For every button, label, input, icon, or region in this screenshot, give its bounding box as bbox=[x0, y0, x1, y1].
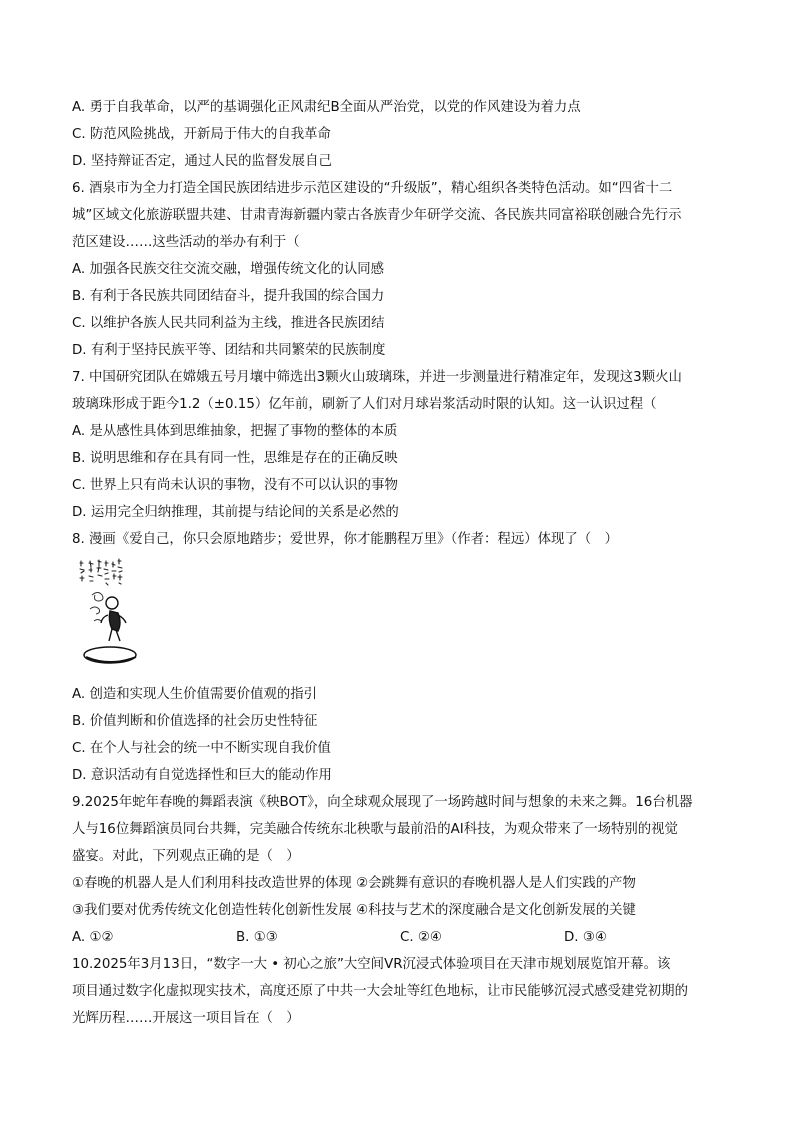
q9-stem-line-2: 人与16位舞蹈演员同台共舞，完美融合传统东北秧歌与最前沿的AI科技，为观众带来了一场特别的视觉 bbox=[72, 822, 678, 837]
q9-choice-b: B. ①③ bbox=[236, 930, 278, 945]
q7-option-a: A. 是从感性具体到思维抽象，把握了事物的整体的本质 bbox=[72, 424, 398, 439]
q6-option-c: C. 以维护各族人民共同利益为主线，推进各民族团结 bbox=[72, 316, 385, 331]
q5-option-c: C. 防范风险挑战，开新局于伟大的自我革命 bbox=[72, 127, 331, 142]
q6-option-d: D. 有利于坚持民族平等、团结和共同繁荣的民族制度 bbox=[72, 343, 386, 358]
q6-option-a: A. 加强各民族交往交流交融，增强传统文化的认同感 bbox=[72, 262, 385, 277]
q7-option-b: B. 说明思维和存在具有同一性，思维是存在的正确反映 bbox=[72, 451, 398, 466]
q8-option-a: A. 创造和实现人生价值需要价值观的指引 bbox=[72, 687, 318, 702]
q10-stem-line-3: 光辉历程……开展这一项目旨在（ ） bbox=[72, 1011, 300, 1026]
q8-option-c: C. 在个人与社会的统一中不断实现自我价值 bbox=[72, 741, 331, 756]
cartoon-figure bbox=[72, 555, 728, 673]
q6-stem-line-3: 范区建设……这些活动的举办有利于（ bbox=[72, 235, 300, 250]
q9-statements-2: ③我们要对优秀传统文化创造性转化创新性发展 ④科技与艺术的深度融合是文化创新发展的关键 bbox=[72, 903, 636, 918]
q5-option-a: A. 勇于自我革命，以严的基调强化正风肃纪B全面从严治党，以党的作风建设为着力点 bbox=[72, 100, 581, 115]
q9-stem-line-3: 盛宴。对此，下列观点正确的是（ ） bbox=[72, 849, 300, 864]
q8-option-b: B. 价值判断和价值选择的社会历史性特征 bbox=[72, 714, 318, 729]
q9-stem-line-1: 9.2025年蛇年春晚的舞蹈表演《秧BOT》，向全球观众展现了一场跨越时间与想象的未来之舞。16台机器 bbox=[72, 795, 693, 810]
q9-statements-1: ①春晚的机器人是人们利用科技改造世界的体现 ②会跳舞有意识的春晚机器人是人们实践的产物 bbox=[72, 876, 636, 891]
q8-option-d: D. 意识活动有自觉选择性和巨大的能动作用 bbox=[72, 768, 332, 783]
cartoon-illustration bbox=[72, 555, 162, 673]
question-content bbox=[72, 94, 728, 1032]
q9-choice-c: C. ②④ bbox=[400, 930, 442, 945]
q10-stem-line-1: 10.2025年3月13日，“数字一大 • 初心之旅”大空间VR沉浸式体验项目在天津市规划展览馆开幕。该 bbox=[72, 957, 671, 972]
q8-stem: 8. 漫画《爱自己，你只会原地踏步；爱世界，你才能鹏程万里》（作者：程远）体现了（ ） bbox=[72, 532, 618, 547]
q9-choices bbox=[72, 924, 728, 951]
q7-option-c: C. 世界上只有尚未认识的事物，没有不可以认识的事物 bbox=[72, 478, 398, 493]
q10-stem-line-2: 项目通过数字化虚拟现实技术，高度还原了中共一大会址等红色地标，让市民能够沉浸式感受建党初期的 bbox=[72, 984, 688, 999]
q5-option-d: D. 坚持辩证否定，通过人民的监督发展自己 bbox=[72, 154, 332, 169]
q6-stem-line-2: 城”区域文化旅游联盟共建、甘肃青海新疆内蒙古各族青少年研学交流、各民族共同富裕联创融合先行示 bbox=[72, 208, 682, 223]
q7-option-d: D. 运用完全归纳推理，其前提与结论间的关系是必然的 bbox=[72, 505, 399, 520]
q7-stem-line-2: 玻璃珠形成于距今1.2（±0.15）亿年前，刷新了人们对月球岩浆活动时限的认知。这一认识过程（ bbox=[72, 397, 657, 412]
q9-choice-d: D. ③④ bbox=[564, 930, 607, 945]
q7-stem-line-1: 7. 中国研究团队在嫦娥五号月壤中筛选出3颗火山玻璃珠，并进一步测量进行精准定年，发现这3颗火山 bbox=[72, 370, 682, 385]
q9-choice-a: A. ①② bbox=[72, 930, 114, 945]
q6-stem-line-1: 6. 酒泉市为全力打造全国民族团结进步示范区建设的“升级版”，精心组织各类特色活动。如“四省十二 bbox=[72, 181, 673, 196]
q6-option-b: B. 有利于各民族共同团结奋斗，提升我国的综合国力 bbox=[72, 289, 385, 304]
